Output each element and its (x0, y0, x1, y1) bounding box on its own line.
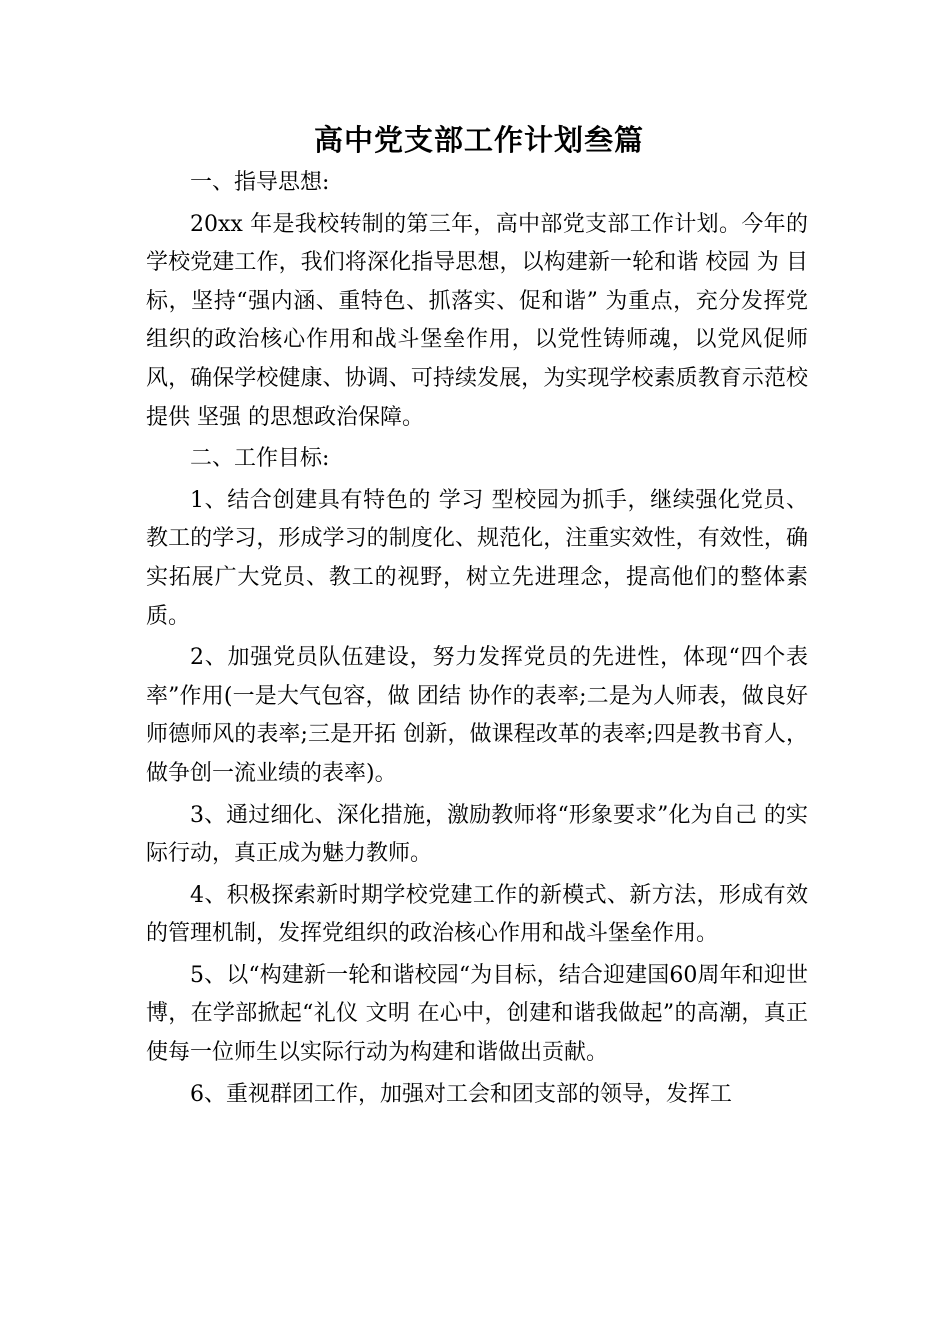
paragraph-guiding-thought: 20xx 年是我校转制的第三年，高中部党支部工作计划。今年的学校党建工作，我们将深化指导思想，以构建新一轮和谐 校园 为 目标，坚持“强内涵、重特色、抓落实、促和谐” 为重点，充分发挥党组织的政治核心作用和战斗堡垒作用，以党性铸师魂，以党风促师风，确保学校健康、协调、可持续发展，为实现学校素质教育示范校提供 坚强 的思想政治保障。 (146, 211, 808, 430)
section-heading-work-goals: 二、工作目标: (190, 446, 330, 472)
goal-item-3: 3、通过细化、深化措施，激励教师将“形象要求”化为自己 的实际行动，真正成为魅力教师。 (146, 802, 808, 867)
document-title: 高中党支部工作计划叁篇 (313, 123, 644, 157)
section-heading-guiding-thought: 一、指导思想: (190, 170, 330, 195)
goal-item-1: 1、结合创建具有特色的 学习 型校园为抓手，继续强化党员、教工的学习，形成学习的制度化、规范化，注重实效性，有效性，确实拓展广大党员、教工的视野，树立先进理念，提高他们的整体素质。 (146, 487, 808, 629)
goal-item-2: 2、加强党员队伍建设，努力发挥党员的先进性，体现“四个表率”作用(一是大气包容，做 团结 协作的表率;二是为人师表，做良好师德师风的表率;三是开拓 创新，做课程改革的表率;四是教书育人，做争创一流业绩的表率)。 (146, 645, 808, 786)
goal-item-4: 4、积极探索新时期学校党建工作的新模式、新方法，形成有效的管理机制，发挥党组织的政治核心作用和战斗堡垒作用。 (146, 882, 808, 947)
goal-item-6: 6、重视群团工作，加强对工会和团支部的领导，发挥工 (190, 1081, 732, 1107)
goal-item-5: 5、以“构建新一轮和谐校园“为目标，结合迎建国60周年和迎世博，在学部掀起“礼仪 文明 在心中，创建和谐我做起”的高潮，真正使每一位师生以实际行动为构建和谐做出贡献。 (146, 962, 808, 1066)
document-page (146, 116, 808, 1117)
